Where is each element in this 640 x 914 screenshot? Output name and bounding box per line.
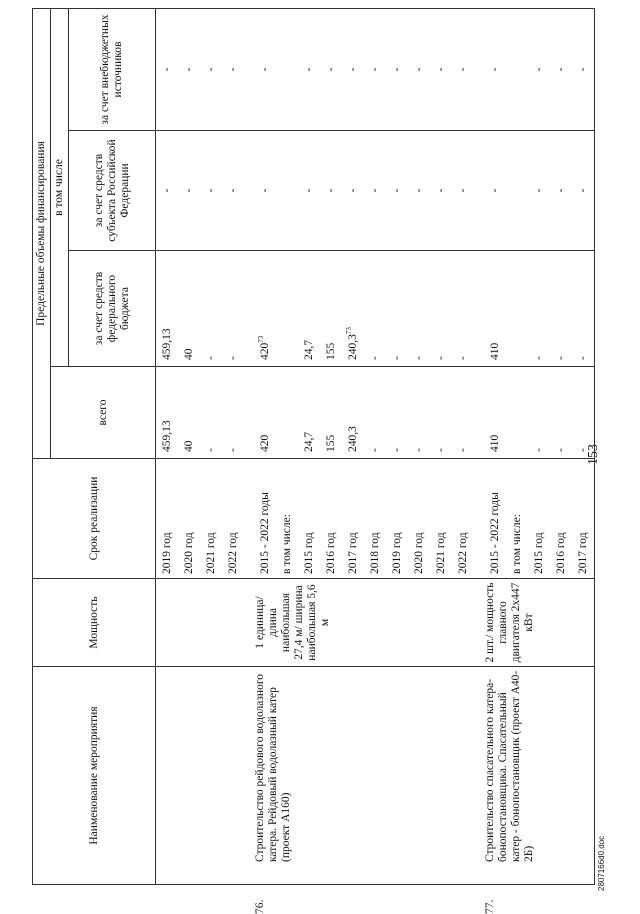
extra-value: - — [533, 67, 545, 72]
federal-value: - — [413, 356, 425, 360]
federal-value: - — [227, 356, 239, 360]
subject-value: - — [391, 188, 403, 193]
subject-value: - — [227, 188, 239, 193]
period-value: 2020 год — [183, 532, 195, 574]
subject-value: - — [259, 188, 271, 193]
total-value: - — [533, 448, 545, 452]
item-name: Строительство спасательного катера-бонопостановщика. Спасательный катер - бонопостановщик (проект А40-2Б) — [484, 670, 535, 862]
page-number: 153 — [586, 444, 601, 465]
name-cell — [474, 667, 595, 914]
capacity-cell: 2 шт./ мощность главного двигателя 2х447 кВт — [474, 579, 595, 667]
subject-value: - — [161, 188, 173, 193]
extra-cell — [156, 9, 245, 131]
subject-value: - — [489, 188, 501, 193]
total-stack — [484, 370, 594, 452]
subject-value: - — [555, 188, 567, 193]
subject-value: - — [325, 188, 337, 193]
period-value: 2019 год — [161, 532, 173, 574]
total-value: - — [205, 448, 217, 452]
subject-value: - — [413, 188, 425, 193]
total-cell — [156, 367, 245, 459]
subject-cell — [474, 131, 595, 251]
table-body — [156, 9, 595, 914]
capacity-cell-empty — [156, 579, 245, 667]
period-value: в том числе: — [511, 514, 523, 574]
period-stack — [484, 462, 594, 574]
extra-stack — [484, 12, 594, 127]
extra-value — [506, 12, 528, 127]
extra-cell — [244, 9, 474, 131]
federal-value: - — [369, 356, 381, 360]
federal-value: - — [391, 356, 403, 360]
period-value: 2021 год — [435, 532, 447, 574]
federal-stack — [254, 254, 474, 360]
federal-value: - — [533, 356, 545, 360]
subject-cell — [156, 131, 245, 251]
period-value: 2015 год — [533, 532, 545, 574]
extra-value: - — [435, 67, 447, 72]
footnote-ref: 73 — [257, 335, 266, 343]
item-number: 76. — [254, 899, 266, 914]
subject-value — [276, 134, 298, 247]
header-funding-group: Предельные объемы финансирования — [33, 9, 51, 459]
subject-value: - — [435, 188, 447, 193]
footnote-ref: 73 — [345, 327, 354, 335]
total-stack — [254, 370, 474, 452]
name-cell — [244, 667, 474, 914]
period-value: 2021 год — [205, 532, 217, 574]
subject-value: - — [577, 188, 589, 193]
total-value: - — [369, 448, 381, 452]
subject-value: - — [533, 188, 545, 193]
name-wrap — [484, 670, 536, 914]
extra-value: - — [457, 67, 469, 72]
total-value: 410 — [489, 434, 501, 452]
subject-value: - — [205, 188, 217, 193]
name-cell-empty — [156, 667, 245, 885]
item-number: 77. — [484, 899, 496, 914]
period-cell — [474, 459, 595, 579]
period-value: 2015 год — [303, 532, 315, 574]
extra-value: - — [391, 67, 403, 72]
extra-value — [276, 12, 298, 127]
period-value: 2017 год — [347, 532, 359, 574]
total-cell — [474, 367, 595, 459]
federal-value: - — [435, 356, 447, 360]
subject-value — [506, 134, 528, 247]
total-value: 40 — [183, 440, 195, 452]
name-wrap — [254, 670, 293, 914]
header-period: Срок реализации — [33, 459, 156, 579]
federal-value: 410 — [489, 342, 501, 360]
total-value: - — [391, 448, 403, 452]
period-value: 2022 год — [227, 532, 239, 574]
extra-value: - — [577, 67, 589, 72]
subject-value: - — [369, 188, 381, 193]
period-value: 2016 год — [555, 532, 567, 574]
total-value: - — [457, 448, 469, 452]
header-including: в том числе — [51, 9, 69, 367]
federal-value: 40 — [183, 348, 195, 360]
federal-stack — [484, 254, 594, 360]
federal-value: - — [555, 356, 567, 360]
federal-value: 155 — [325, 342, 337, 360]
federal-cell — [156, 251, 245, 367]
subject-stack — [484, 134, 594, 247]
header-capacity: Мощность — [33, 579, 156, 667]
extra-value: - — [183, 67, 195, 72]
period-value: 2017 год — [577, 532, 589, 574]
extra-stack — [156, 12, 244, 127]
header-total: всего — [51, 367, 156, 459]
total-value: 24,7 — [303, 431, 315, 452]
total-value: 240,3 — [347, 426, 359, 452]
total-value — [506, 370, 528, 452]
extra-value: - — [259, 67, 271, 72]
subject-value: - — [303, 188, 315, 193]
total-value: - — [227, 448, 239, 452]
total-cell — [244, 367, 474, 459]
subject-value: - — [347, 188, 359, 193]
period-value: 2019 год — [391, 532, 403, 574]
federal-value: $420^{73}$ — [257, 335, 271, 360]
capacity-cell: 1 единица/ длина наибольшая 27,4 м/ ширина наибольшая 5,6 м — [244, 579, 474, 667]
extra-value: - — [413, 67, 425, 72]
extra-value: - — [555, 67, 567, 72]
federal-value: - — [577, 356, 589, 360]
header-extra: за счет внебюджетных источников — [69, 9, 156, 131]
federal-value: 459,13 — [161, 328, 173, 360]
total-value: - — [555, 448, 567, 452]
subject-value: - — [183, 188, 195, 193]
total-value: 459,13 — [161, 420, 173, 452]
header-federal: за счет средств федерального бюджета — [69, 251, 156, 367]
total-value — [276, 370, 298, 452]
total-value: - — [413, 448, 425, 452]
federal-value: 240,3$^{73}$ — [345, 327, 359, 360]
extra-value: - — [347, 67, 359, 72]
subject-value: - — [457, 188, 469, 193]
subject-stack — [156, 134, 244, 247]
total-stack — [156, 370, 244, 452]
item-name: Строительство рейдового водолазного катера. Рейдовый водолазный катер (проект А160) — [254, 673, 292, 862]
period-cell — [156, 459, 245, 579]
period-value: 2022 год — [457, 532, 469, 574]
extra-value: - — [303, 67, 315, 72]
federal-stack — [156, 254, 244, 360]
period-cell — [244, 459, 474, 579]
period-stack — [254, 462, 474, 574]
total-value: - — [577, 448, 589, 452]
extra-stack — [254, 12, 474, 127]
period-value: 2015 - 2022 годы — [489, 492, 501, 574]
table-row — [474, 9, 595, 885]
header-name: Наименование мероприятия — [33, 667, 156, 885]
federal-value: - — [205, 356, 217, 360]
federal-value: 24,7 — [303, 339, 315, 360]
federal-value — [506, 254, 528, 360]
financing-table — [32, 8, 595, 914]
period-stack — [156, 462, 244, 574]
period-value: 2016 год — [325, 532, 337, 574]
period-value: в том числе: — [281, 514, 293, 574]
extra-value: - — [205, 67, 217, 72]
extra-cell — [474, 9, 595, 131]
extra-value: - — [227, 67, 239, 72]
period-value: 2018 год — [369, 532, 381, 574]
header-subject: за счет средств субъекта Российской Федерации — [69, 131, 156, 251]
footer-filename: 2807166d0.doc — [597, 835, 606, 891]
subject-stack — [254, 134, 474, 247]
federal-value: - — [457, 356, 469, 360]
extra-value: - — [325, 67, 337, 72]
federal-value — [276, 254, 298, 360]
federal-cell — [244, 251, 474, 367]
extra-value: - — [489, 67, 501, 72]
table-row — [156, 9, 245, 885]
total-value: 155 — [325, 434, 337, 452]
period-value: 2020 год — [413, 532, 425, 574]
table-row — [244, 9, 474, 885]
table-header — [33, 9, 156, 885]
subject-cell — [244, 131, 474, 251]
federal-cell — [474, 251, 595, 367]
extra-value: - — [369, 67, 381, 72]
total-value: - — [435, 448, 447, 452]
period-value: 2015 - 2022 годы — [259, 492, 271, 574]
extra-value: - — [161, 67, 173, 72]
total-value: 420 — [259, 434, 271, 452]
